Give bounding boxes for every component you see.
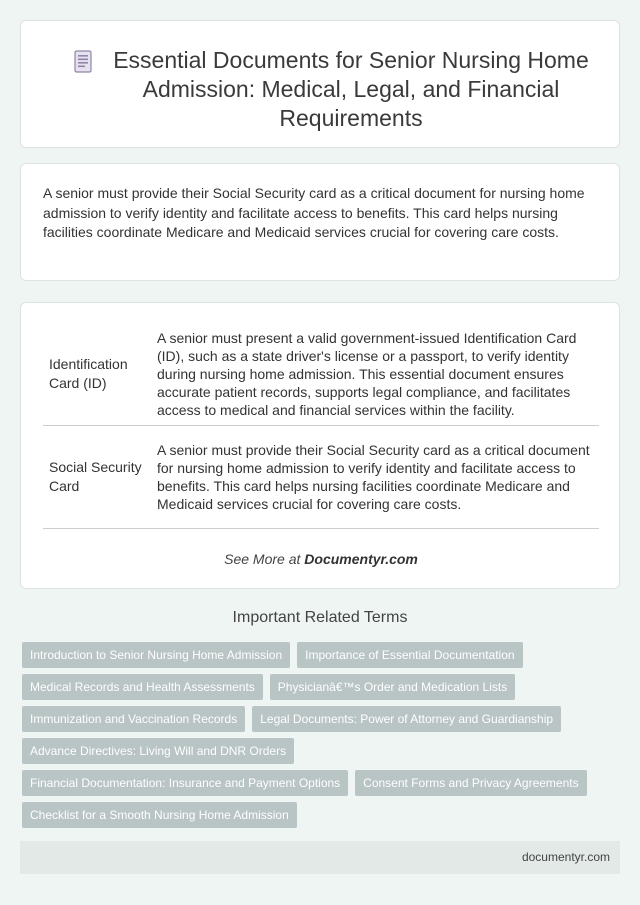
related-terms-heading: Important Related Terms [232, 609, 408, 626]
related-term-tag[interactable]: Consent Forms and Privacy Agreements [355, 770, 586, 796]
related-term-tag[interactable]: Introduction to Senior Nursing Home Admission [22, 642, 290, 668]
see-more-link[interactable] [21, 551, 621, 567]
footer-site-link[interactable]: documentyr.com [521, 850, 610, 864]
table-row [43, 323, 599, 426]
summary-text: A senior must provide their Social Security card as a critical document for nursing home admission to verify identity and facilitate access to benefits. This card helps nursing facilities coordinate Medicare and Medicaid services crucial for covering care costs. [43, 185, 585, 240]
summary-card [20, 163, 620, 281]
related-term-tag[interactable]: Financial Documentation: Insurance and Payment Options [22, 770, 348, 796]
document-description: A senior must provide their Social Security card as a critical document for nursing home admission to verify identity and facilitate access to benefits. This card helps nursing facilities coordinate Medicare and Medicaid services crucial for covering care costs. [157, 442, 590, 512]
related-terms-list [22, 642, 622, 828]
footer [20, 841, 620, 874]
documents-table [43, 323, 599, 529]
title-card [20, 20, 620, 148]
document-name: Identification Card (ID) [43, 323, 149, 425]
documents-card [20, 302, 620, 589]
see-more-prefix: See More at [224, 551, 301, 567]
document-description: A senior must present a valid government-issued Identification Card (ID), such as a state driver's license or a passport, to verify identity during nursing home admission. This essential document ensures accurate patient records, supports legal compliance, and facilitates access to medical and financial services within the facility. [157, 330, 577, 418]
document-name: Social Security Card [43, 426, 149, 528]
related-term-tag[interactable]: Importance of Essential Documentation [297, 642, 522, 668]
related-term-tag[interactable]: Medical Records and Health Assessments [22, 674, 263, 700]
related-term-tag[interactable]: Advance Directives: Living Will and DNR Orders [22, 738, 294, 764]
related-term-tag[interactable]: Physicianâ€™s Order and Medication Lists [270, 674, 515, 700]
document-icon [71, 49, 95, 75]
page-title: Essential Documents for Senior Nursing Home Admission: Medical, Legal, and Financial Requirements [113, 47, 589, 131]
related-term-tag[interactable]: Immunization and Vaccination Records [22, 706, 245, 732]
related-term-tag[interactable]: Checklist for a Smooth Nursing Home Admission [22, 802, 297, 828]
related-term-tag[interactable]: Legal Documents: Power of Attorney and Guardianship [252, 706, 561, 732]
table-row [43, 426, 599, 529]
see-more-site[interactable]: Documentyr.com [304, 551, 418, 567]
